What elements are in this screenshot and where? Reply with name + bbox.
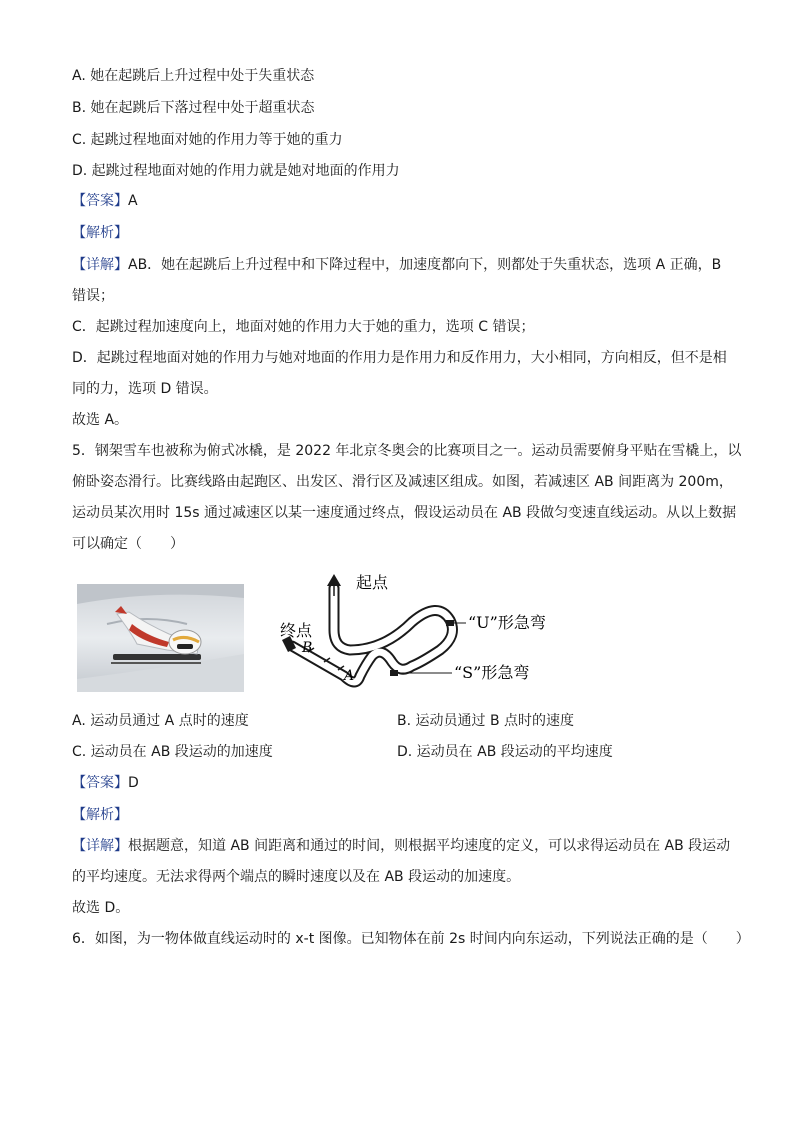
q4-option-c: C. 起跳过程地面对她的作用力等于她的重力 bbox=[72, 132, 343, 148]
q4-conclusion: 故选 A。 bbox=[72, 412, 129, 428]
q5-conclusion: 故选 D。 bbox=[72, 900, 130, 916]
s-turn-label: “S”形急弯 bbox=[454, 663, 530, 682]
q4-detail-line-1 bbox=[72, 255, 721, 275]
detail-tag: 【详解】 bbox=[72, 838, 128, 854]
q4-detail-line-4: D．起跳过程地面对她的作用力与她对地面的作用力是作用力和反作用力，大小相同，方向相反，但不是相 bbox=[72, 350, 727, 366]
q4-option-a: A. 她在起跳后上升过程中处于失重状态 bbox=[72, 68, 315, 84]
q4-answer bbox=[72, 191, 138, 211]
q4-option-d: D. 起跳过程地面对她的作用力就是她对地面的作用力 bbox=[72, 163, 400, 179]
point-b-label: B bbox=[302, 640, 313, 656]
q5-analysis-tag: 【解析】 bbox=[72, 807, 128, 823]
point-a-label: A bbox=[344, 668, 355, 684]
q5-option-c: C. 运动员在 AB 段运动的加速度 bbox=[72, 744, 273, 760]
u-turn-label: “U”形急弯 bbox=[468, 613, 546, 632]
q5-stem-line-2: 俯卧姿态滑行。比赛线路由起跑区、出发区、滑行区及减速区组成。如图，若减速区 AB 间距离为 200m， bbox=[72, 474, 733, 490]
track-inner bbox=[292, 588, 452, 682]
answer-value: A bbox=[128, 193, 138, 209]
q5-stem-line-1: 5．钢架雪车也被称为俯式冰橇，是 2022 年北京冬奥会的比赛项目之一。运动员需要俯身平贴在雪橇上，以 bbox=[72, 443, 742, 459]
q4-detail-line-3: C．起跳过程加速度向上，地面对她的作用力大于她的重力，选项 C 错误； bbox=[72, 319, 535, 335]
track-diagram bbox=[272, 570, 572, 700]
detail-tag: 【详解】 bbox=[72, 257, 128, 273]
start-label: 起点 bbox=[356, 573, 389, 592]
answer-tag: 【答案】 bbox=[72, 193, 128, 209]
q5-option-a: A. 运动员通过 A 点时的速度 bbox=[72, 713, 249, 729]
detail-text: AB．她在起跳后上升过程中和下降过程中，加速度都向下，则都处于失重状态，选项 A 正确，B bbox=[128, 257, 722, 273]
finish-label: 终点 bbox=[280, 621, 313, 640]
q5-answer bbox=[72, 773, 139, 793]
u-turn-marker bbox=[446, 620, 454, 626]
skeleton-photo-drawing bbox=[77, 584, 244, 692]
answer-tag: 【答案】 bbox=[72, 775, 128, 791]
skeleton-photo bbox=[77, 584, 244, 692]
q5-detail-line-2: 的平均速度。无法求得两个端点的瞬时速度以及在 AB 段运动的加速度。 bbox=[72, 869, 521, 885]
q5-option-d: D. 运动员在 AB 段运动的平均速度 bbox=[397, 744, 613, 760]
q6-stem: 6．如图，为一物体做直线运动时的 x-t 图像。已知物体在前 2s 时间内向东运动，下列说法正确的是（ ） bbox=[72, 931, 750, 947]
q4-option-b: B. 她在起跳后下落过程中处于超重状态 bbox=[72, 100, 315, 116]
track-svg bbox=[272, 570, 572, 700]
q5-stem-line-4: 可以确定（ ） bbox=[72, 536, 184, 552]
q5-stem-line-3: 运动员某次用时 15s 通过减速区以某一速度通过终点，假设运动员在 AB 段做匀变速直线运动。从以上数据 bbox=[72, 505, 737, 521]
detail-text: 根据题意，知道 AB 间距离和通过的时间，则根据平均速度的定义，可以求得运动员在 AB 段运动 bbox=[128, 838, 731, 854]
q5-option-b: B. 运动员通过 B 点时的速度 bbox=[397, 713, 575, 729]
q5-detail-line-1 bbox=[72, 836, 730, 856]
start-arrow-head bbox=[327, 574, 341, 586]
answer-value: D bbox=[128, 775, 139, 791]
s-turn-marker bbox=[390, 670, 398, 676]
q4-detail-line-5: 同的力，选项 D 错误。 bbox=[72, 381, 218, 397]
track-outer bbox=[292, 588, 452, 682]
q4-detail-line-2: 错误； bbox=[72, 288, 114, 304]
q4-analysis-tag: 【解析】 bbox=[72, 225, 128, 241]
